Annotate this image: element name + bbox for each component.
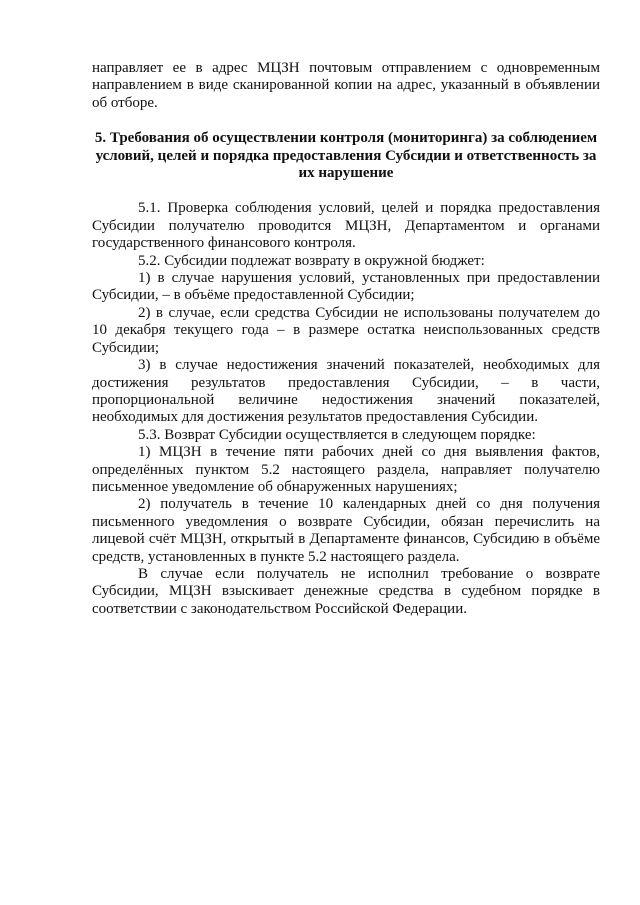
paragraph-5-2-item-2: 2) в случае, если средства Субсидии не использованы получателем до 10 декабря текущего года – в размере остатка неиспользованных средств Субсидии; [92,304,600,356]
section-heading: 5. Требования об осуществлении контроля (мониторинга) за соблюдением условий, целей и порядка предоставления Субсидии и ответственность за их нарушение [94,130,598,182]
paragraph-enforcement: В случае если получатель не исполнил требование о возврате Субсидии, МЦЗН взыскивает денежные средства в судебном порядке в соответствии с законодательством Российской Федерации. [92,565,600,617]
paragraph-5-2: 5.2. Субсидии подлежат возврату в окружной бюджет: [138,252,485,269]
paragraph-5-3-item-2: 2) получатель в течение 10 календарных дней со дня получения письменного уведомления о возврате Субсидии, обязан перечислить на лицевой счёт МЦЗН, открытый в Департаменте финансов, Субсидию в объёме средств, установленных в пункте 5.2 настоящего раздела. [92,496,600,565]
paragraph-5-3-item-1: 1) МЦЗН в течение пяти рабочих дней со дня выявления фактов, определённых пунктом 5.2 настоящего раздела, направляет получателю письменное уведомление об обнаруженных нарушениях; [92,444,600,495]
paragraph-5-2-item-1: 1) в случае нарушения условий, установленных при предоставлении Субсидии, – в объёме предоставленной Субсидии; [92,270,600,304]
continuation-paragraph: направляет ее в адрес МЦЗН почтовым отправлением с одновременным направлением в виде сканированной копии на адрес, указанный в объявлении об отборе. [92,60,600,111]
paragraph-5-1: 5.1. Проверка соблюдения условий, целей и порядка предоставления Субсидии получателю проводится МЦЗН, Департаментом и органами государственного финансового контроля. [92,200,600,252]
paragraph-5-2-item-3: 3) в случае недостижения значений показателей, необходимых для достижения результатов предоставления Субсидии, – в части, пропорциональной величине недостижения значений показателей, необходимых для достижения результатов предоставления Субсидии. [92,357,600,426]
paragraph-5-3: 5.3. Возврат Субсидии осуществляется в следующем порядке: [138,426,536,443]
